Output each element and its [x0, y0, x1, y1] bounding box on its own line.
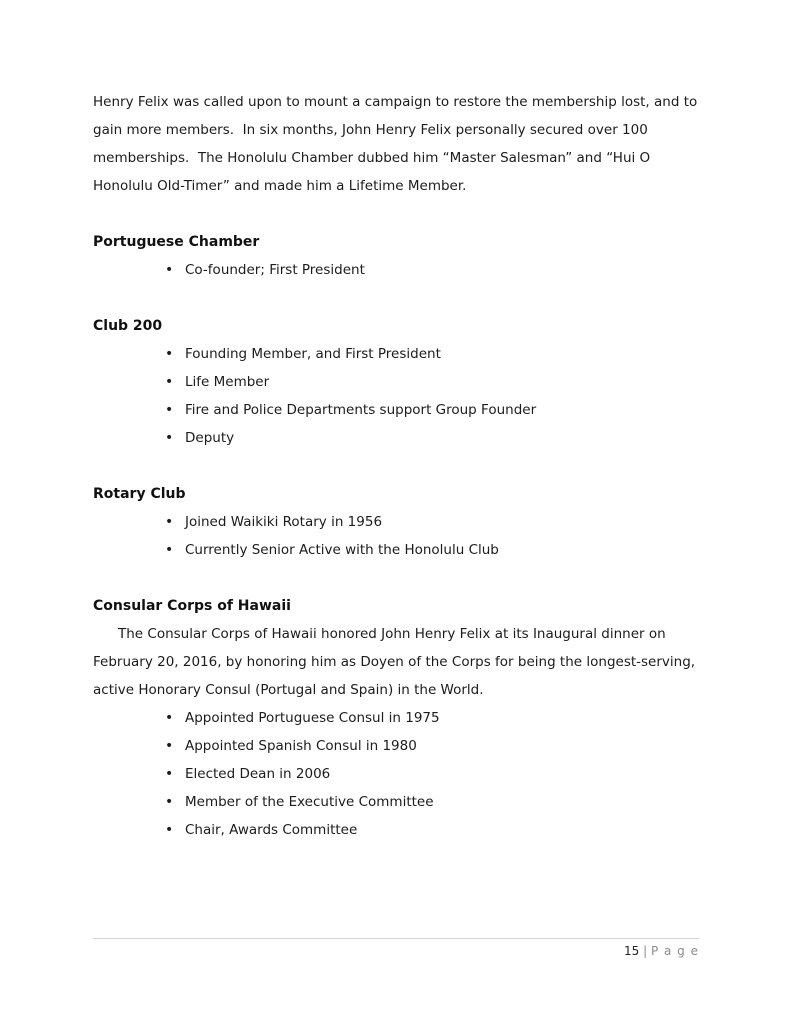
bullet-list-portuguese-chamber — [93, 256, 699, 284]
section-heading-portuguese-chamber: Portuguese Chamber — [93, 234, 260, 250]
footer-page-label: P a g e — [650, 944, 699, 958]
bullet-item: • Life Member — [93, 368, 699, 396]
section-heading-club-200: Club 200 — [93, 318, 163, 334]
bullet-item: • Elected Dean in 2006 — [93, 760, 699, 788]
document-content — [93, 88, 702, 844]
bullet-item: • Chair, Awards Committee — [93, 816, 699, 844]
bullet-item: • Fire and Police Departments support Group Founder — [93, 396, 699, 424]
page-footer — [93, 938, 699, 959]
section-heading-rotary-club: Rotary Club — [93, 486, 186, 502]
bullet-item: • Member of the Executive Committee — [93, 788, 699, 816]
bullet-item: • Currently Senior Active with the Honolulu Club — [93, 536, 699, 564]
bullet-item: • Founding Member, and First President — [93, 340, 699, 368]
bullet-list-consular-corps — [93, 704, 699, 844]
page-number: 15 — [623, 944, 640, 958]
bullet-item: • Appointed Spanish Consul in 1980 — [93, 732, 699, 760]
consular-corps-paragraph: The Consular Corps of Hawaii honored John Henry Felix at its Inaugural dinner on February 20, 2016, by honoring him as Doyen of the Corps for being the longest-serving, active Honorary Consul (Portugal and Spain) in the World. — [93, 626, 700, 698]
bullet-item: • Appointed Portuguese Consul in 1975 — [93, 704, 699, 732]
bullet-list-club-200 — [93, 340, 699, 452]
footer-separator: | — [643, 944, 648, 958]
section-heading-consular-corps: Consular Corps of Hawaii — [93, 598, 291, 614]
bullet-item: • Co-founder; First President — [93, 256, 699, 284]
bullet-item: • Joined Waikiki Rotary in 1956 — [93, 508, 699, 536]
bullet-item: • Deputy — [93, 424, 699, 452]
intro-paragraph: Henry Felix was called upon to mount a campaign to restore the membership lost, and to gain more members. In six months, John Henry Felix personally secured over 100 memberships. The Honolulu Chamber dubbed him “Master Salesman” and “Hui O Honolulu Old-Timer” and made him a Lifetime Member. — [93, 94, 702, 194]
bullet-list-rotary-club — [93, 508, 699, 564]
